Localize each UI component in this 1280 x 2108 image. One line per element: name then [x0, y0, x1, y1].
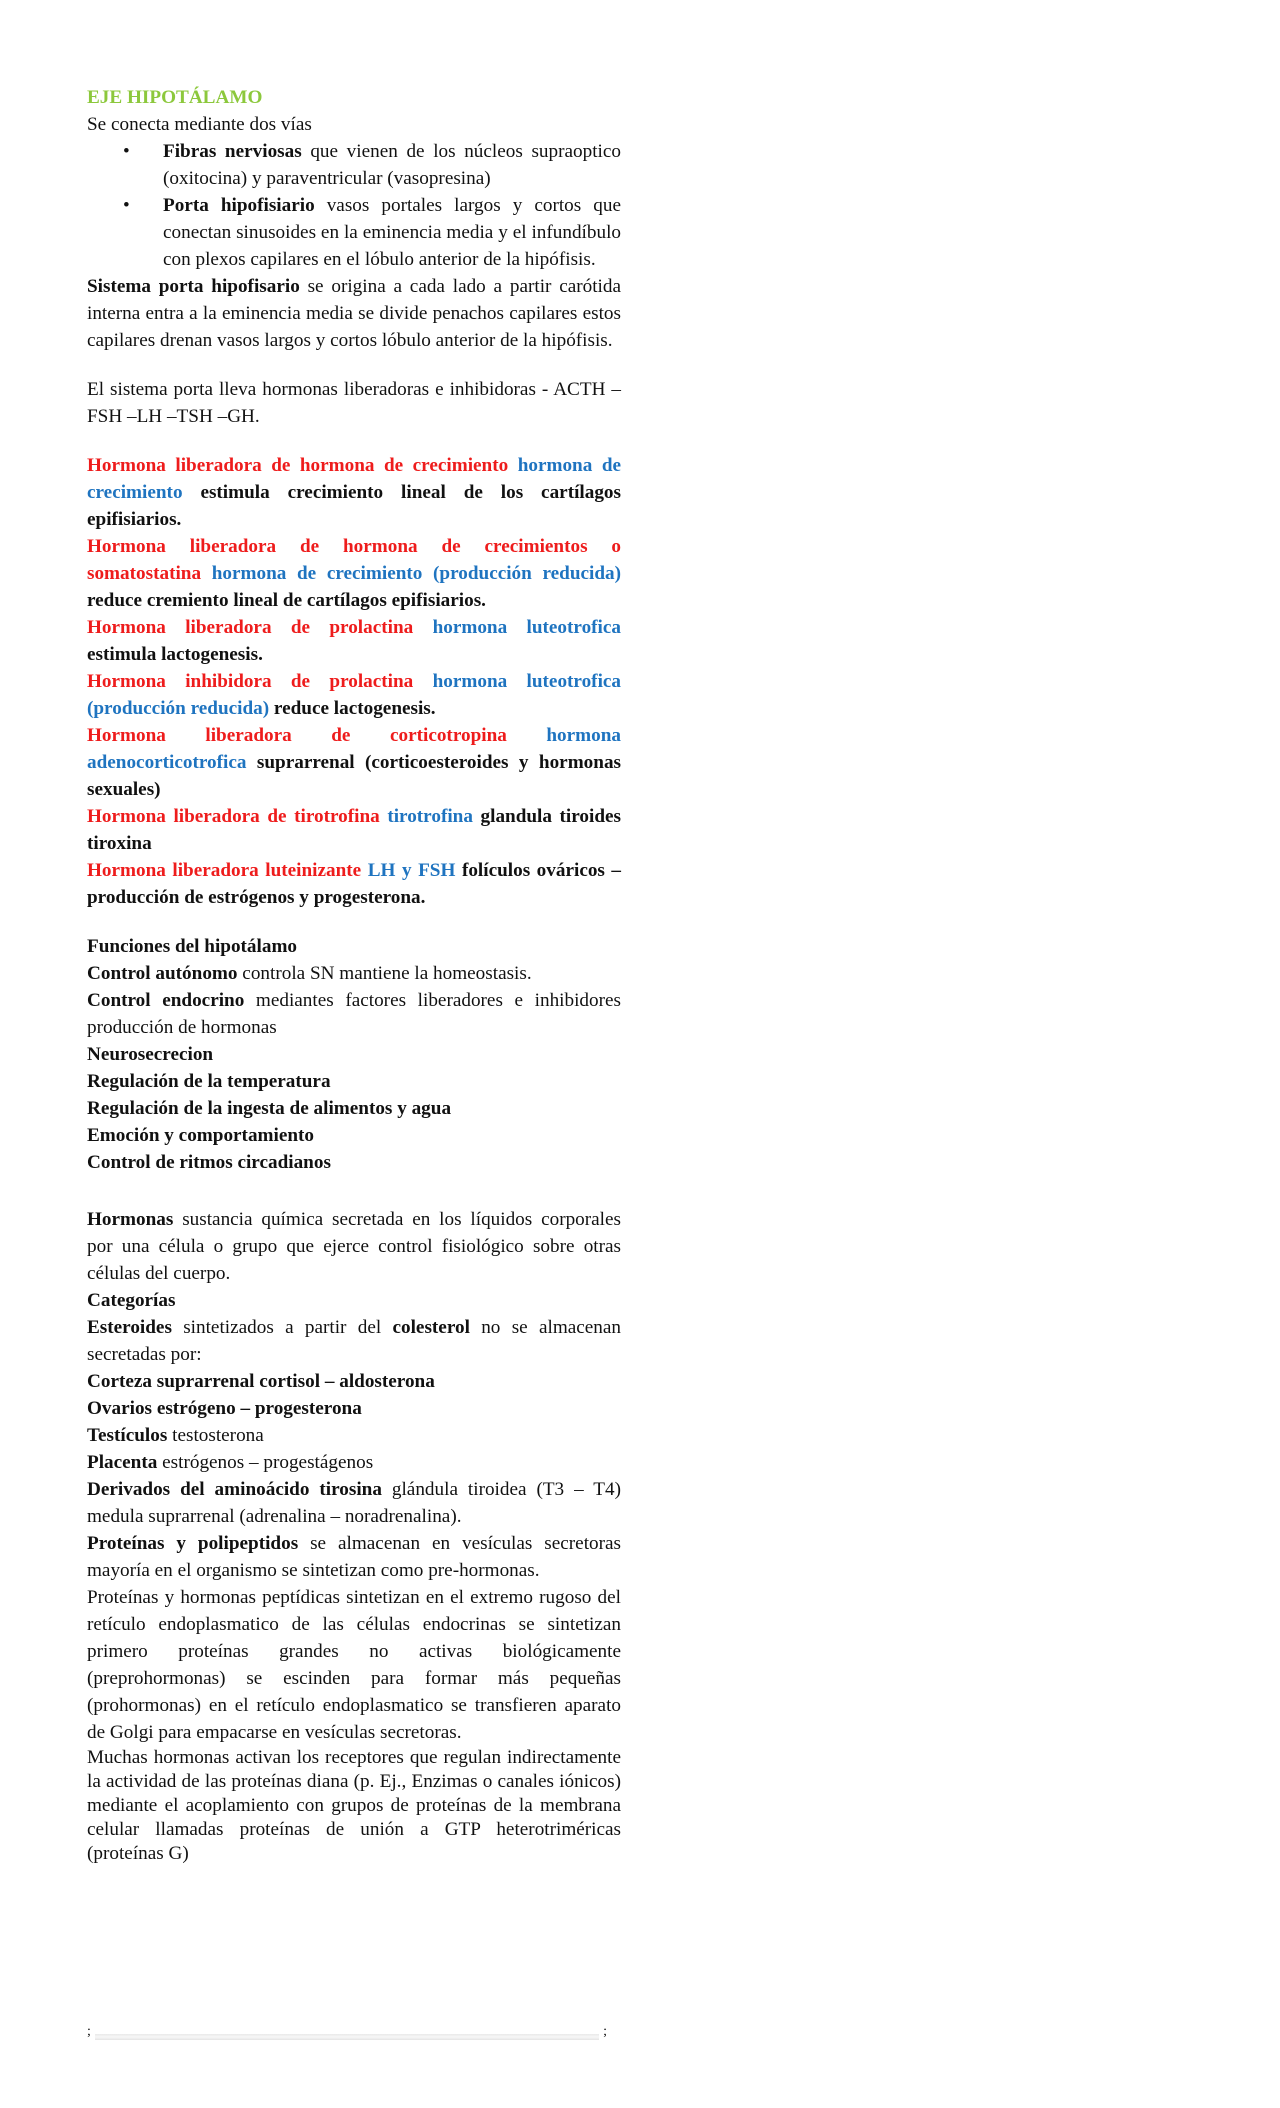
porta-hormones-paragraph: El sistema porta lleva hormonas liberadoras e inhibidoras - ACTH –FSH –LH –TSH –GH.	[87, 379, 621, 427]
function-text: mediantes factores liberadores e inhibidores producción de hormonas	[87, 990, 621, 1038]
bullet-term: Fibras nerviosas	[163, 141, 302, 162]
esteroides-paragraph	[87, 1314, 621, 1368]
proteinas-text: se almacenan en vesículas secretoras mayoría en el organismo se sintetizan como pre-hormonas.	[87, 1533, 621, 1581]
corteza-term: Corteza suprarrenal cortisol – aldosterona	[87, 1371, 435, 1392]
hormone-effect: estimula crecimiento lineal de los cartílagos epifisiarios.	[87, 482, 621, 530]
function-item: Neurosecrecion	[87, 1044, 214, 1065]
function-term: Control endocrino	[87, 990, 245, 1011]
placenta-text: estrógenos – progestágenos	[157, 1452, 374, 1473]
bullet-icon: •	[123, 141, 130, 162]
bullet-term: Porta hipofisiario	[163, 195, 315, 216]
receptores-paragraph: Muchas hormonas activan los receptores que regulan indirectamente la actividad de las proteínas diana (p. Ej., Enzimas o canales iónicos) mediante el acoplamiento con grupos de proteínas de la membrana celular llamadas proteínas de unión a GTP heterotriméricas (proteínas G)	[87, 1747, 621, 1864]
hormonas-section	[87, 1206, 621, 1866]
function-item: Control de ritmos circadianos	[87, 1152, 331, 1173]
tirosina-term: Derivados del aminoácido tirosina	[87, 1479, 382, 1500]
pituitary-hormone: hormona de crecimiento	[87, 455, 622, 503]
placenta-term: Placenta	[87, 1452, 158, 1473]
pituitary-hormone: LH y FSH	[367, 860, 456, 881]
footer-rule	[87, 2024, 607, 2042]
proteinas-synthesis-paragraph: Proteínas y hormonas peptídicas sintetizan en el extremo rugoso del retículo endoplasmatico de las células endocrinas se sintetizan primero proteínas grandes no activas biológicamente (preprohormonas) se escinden para formar más pequeñas (prohormonas) en el retículo endoplasmatico se transfieren aparato de Golgi para empacarse en vesículas secretoras.	[87, 1587, 621, 1743]
hormonas-term: Hormonas	[87, 1209, 174, 1230]
hormone-row	[87, 722, 621, 803]
releasing-hormone: Hormona inhibidora de prolactina	[87, 671, 414, 692]
ovarios-term: Ovarios estrógeno – progesterona	[87, 1398, 362, 1419]
releasing-hormone: Hormona liberadora de hormona de crecimientos o somatostatina	[87, 536, 621, 584]
hormone-row	[87, 803, 621, 857]
testiculos-term: Testículos	[87, 1425, 168, 1446]
proteinas-paragraph	[87, 1530, 621, 1584]
pituitary-hormone: hormona luteotrofica (producción reducida)	[87, 671, 622, 719]
releasing-hormone: Hormona liberadora luteinizante	[87, 860, 362, 881]
hormonas-definition	[87, 1206, 621, 1287]
releasing-hormone: Hormona liberadora de prolactina	[87, 617, 414, 638]
function-endocrino	[87, 987, 621, 1041]
testiculos-text: testosterona	[167, 1425, 264, 1446]
footer-right-mark: ;	[603, 2024, 607, 2039]
hormone-row	[87, 668, 621, 722]
ovarios-line	[87, 1395, 621, 1422]
hormone-effect: folículos ováricos – producción de estrógenos y progesterona.	[87, 860, 622, 908]
porta-paragraph	[87, 273, 621, 354]
pituitary-hormone: hormona adenocorticotrofica	[87, 725, 622, 773]
hormone-effect: estimula lactogenesis.	[87, 644, 263, 665]
releasing-hormone: Hormona liberadora de tirotrofina	[87, 806, 380, 827]
tirosina-paragraph	[87, 1476, 621, 1530]
bullet-list	[87, 138, 621, 273]
function-item: Regulación de la temperatura	[87, 1071, 331, 1092]
pituitary-hormone: hormona luteotrofica	[432, 617, 621, 638]
bullet-item-fibras	[87, 138, 621, 192]
esteroides-text-2: no se almacenan secretadas por:	[87, 1317, 621, 1365]
hormonas-text: sustancia química secretada en los líquidos corporales por una célula o grupo que ejerce control fisiológico sobre otras células del cuerpo.	[87, 1209, 621, 1284]
bullet-icon: •	[123, 195, 130, 216]
footer-left-mark: ;	[87, 2024, 91, 2039]
hormone-effect: glandula tiroides tiroxina	[87, 806, 622, 854]
placenta-line	[87, 1449, 621, 1476]
text-column	[87, 84, 621, 1866]
colesterol-term: colesterol	[392, 1317, 470, 1338]
bullet-item-porta	[87, 192, 621, 273]
esteroides-term: Esteroides	[87, 1317, 172, 1338]
function-item: Emoción y comportamiento	[87, 1125, 315, 1146]
porta-term: Sistema porta hipofisario	[87, 276, 300, 297]
pituitary-hormone: hormona de crecimiento (producción reducida)	[211, 563, 622, 584]
hormone-row	[87, 857, 621, 911]
esteroides-text: sintetizados a partir del	[171, 1317, 393, 1338]
section-title: EJE HIPOTÁLAMO	[87, 87, 263, 108]
hormone-effect: reduce cremiento lineal de cartílagos epifisiarios.	[87, 590, 486, 611]
bullet-text: vasos portales largos y cortos que conectan sinusoides en la eminencia media y el infundíbulo con plexos capilares en el lóbulo anterior de la hipófisis.	[163, 195, 621, 270]
hormone-row	[87, 533, 621, 614]
hormone-row	[87, 614, 621, 668]
footer-divider	[95, 2034, 599, 2040]
corteza-line	[87, 1368, 621, 1395]
testiculos-line	[87, 1422, 621, 1449]
function-autonomo	[87, 960, 621, 987]
tirosina-text: glándula tiroidea (T3 – T4) medula suprarrenal (adrenalina – noradrenalina).	[87, 1479, 622, 1527]
proteinas-term: Proteínas y polipeptidos	[87, 1533, 299, 1554]
bullet-text: que vienen de los núcleos supraoptico (oxitocina) y paraventricular (vasopresina)	[163, 141, 621, 189]
hormone-effect: suprarrenal (corticoesteroides y hormonas sexuales)	[87, 752, 621, 800]
functions-section	[87, 933, 621, 1176]
functions-heading: Funciones del hipotálamo	[87, 936, 298, 957]
hormone-row	[87, 452, 621, 533]
releasing-hormone: Hormona liberadora de hormona de crecimiento	[87, 455, 509, 476]
categorias-heading: Categorías	[87, 1290, 176, 1311]
pituitary-hormone: tirotrofina	[387, 806, 473, 827]
function-term: Control autónomo	[87, 963, 238, 984]
hormone-effect: reduce lactogenesis.	[273, 698, 436, 719]
function-text: controla SN mantiene la homeostasis.	[237, 963, 532, 984]
intro-line: Se conecta mediante dos vías	[87, 114, 312, 135]
releasing-hormone: Hormona liberadora de corticotropina	[87, 725, 507, 746]
porta-text: se origina a cada lado a partir carótida interna entra a la eminencia media se divide penachos capilares estos capilares drenan vasos largos y cortos lóbulo anterior de la hipófisis.	[87, 276, 621, 351]
hormone-list	[87, 452, 621, 911]
function-item: Regulación de la ingesta de alimentos y agua	[87, 1098, 452, 1119]
